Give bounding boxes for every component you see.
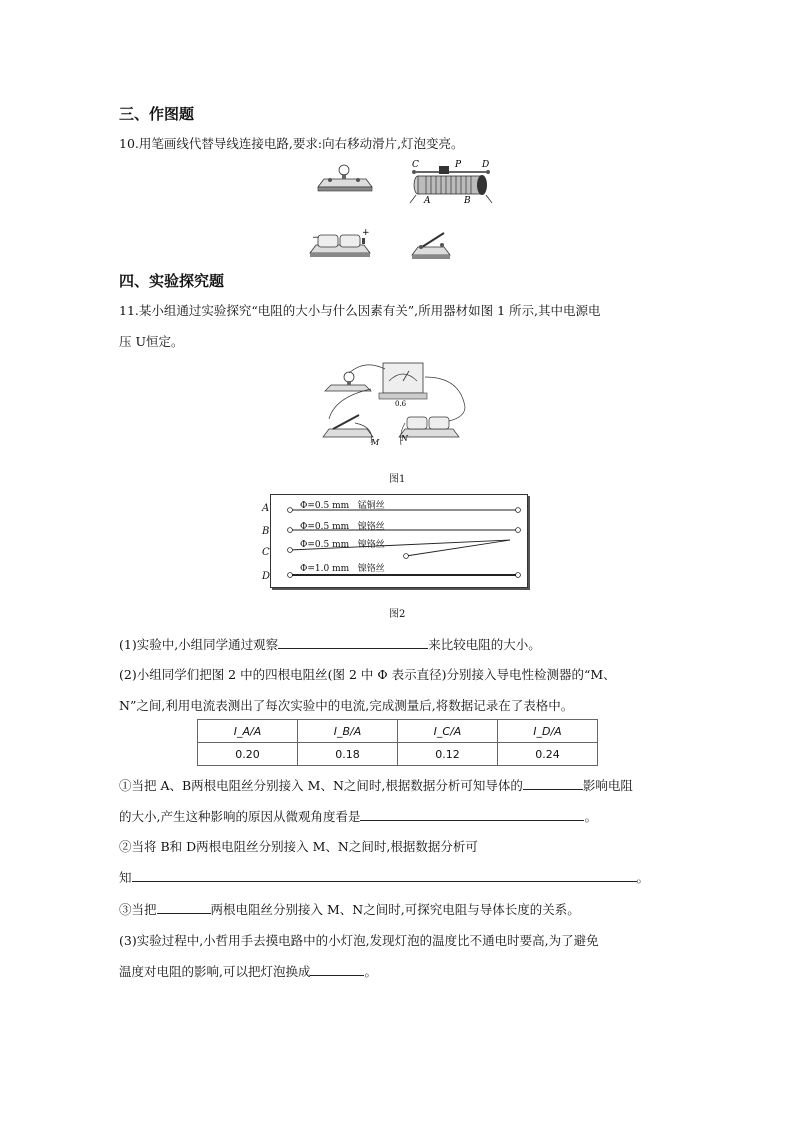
ammeter-icon bbox=[379, 363, 427, 408]
figure-1-caption: 图1 bbox=[389, 474, 406, 485]
table-header-cell: I_D/A bbox=[498, 720, 598, 743]
fig1-bulb-icon bbox=[325, 372, 371, 391]
battery-icon bbox=[310, 228, 370, 257]
wire-a-diameter: Φ=0.5 mm bbox=[300, 501, 350, 511]
table-cell: 0.20 bbox=[198, 743, 298, 766]
rheostat-icon bbox=[410, 160, 492, 206]
battery-minus-sign: − bbox=[312, 233, 320, 243]
part-1-prefix: (1)实验中,小组同学通过观察 bbox=[119, 637, 279, 652]
sub-3-suffix: 两根电阻丝分别接入 M、N之间时,可探究电阻与导体长度的关系。 bbox=[210, 902, 580, 917]
table-header-cell: I_C/A bbox=[398, 720, 498, 743]
sub-1-line-2-suffix: 。 bbox=[584, 809, 597, 824]
wire-a-material: 锰铜丝 bbox=[357, 501, 385, 511]
wire-d-material: 镍铬丝 bbox=[357, 564, 385, 574]
wire-label-a: A bbox=[262, 503, 270, 514]
sub-3-line bbox=[119, 900, 580, 919]
wire-label-b: B bbox=[262, 526, 270, 537]
rheostat-label-a: A bbox=[424, 196, 431, 206]
fig1-label-n: N bbox=[401, 434, 408, 443]
question-11-line-2: 压 U恒定。 bbox=[119, 334, 184, 349]
wire-b-material: 镍铬丝 bbox=[357, 522, 385, 532]
part-3-line-2 bbox=[119, 962, 377, 981]
sub-1-prefix: ①当把 A、B两根电阻丝分别接入 M、N之间时,根据数据分析可知导体的 bbox=[119, 778, 523, 793]
sub-1-line-2 bbox=[119, 807, 597, 826]
part-3-answer-blank[interactable] bbox=[310, 962, 364, 976]
wire-label-c: C bbox=[262, 547, 270, 558]
figure-2-wires bbox=[258, 494, 540, 590]
current-data-table bbox=[197, 719, 598, 766]
part-1-answer-blank[interactable] bbox=[278, 635, 428, 649]
question-10-text: 10.用笔画线代替导线连接电路,要求:向右移动滑片,灯泡变亮。 bbox=[119, 136, 464, 151]
part-1-line bbox=[119, 635, 541, 654]
table-row bbox=[198, 743, 598, 766]
ammeter-range-label: 0.6 bbox=[395, 400, 407, 408]
part-3-prefix: 温度对电阻的影响,可以把灯泡换成 bbox=[119, 964, 311, 979]
section-4-title: 四、实验探究题 bbox=[119, 272, 225, 290]
part-3-line-1: (3)实验过程中,小哲用手去摸电路中的小灯泡,发现灯泡的温度比不通电时要高,为了避免 bbox=[119, 933, 599, 948]
sub-2-line-1: ②当将 B和 D两根电阻丝分别接入 M、N之间时,根据数据分析可 bbox=[119, 839, 478, 854]
rheostat-label-p: P bbox=[455, 160, 462, 170]
part-2-line-2: N”之间,利用电流表测出了每次实验中的电流,完成测量后,将数据记录在了表格中。 bbox=[119, 698, 574, 713]
bulb-icon bbox=[318, 165, 372, 191]
wire-b-diameter: Φ=0.5 mm bbox=[300, 522, 350, 532]
fig1-battery-icon bbox=[399, 417, 459, 437]
wire-c-material: 镍铬丝 bbox=[357, 540, 385, 550]
battery-plus-sign: + bbox=[362, 228, 370, 238]
part-3-suffix: 。 bbox=[364, 964, 377, 979]
table-cell: 0.24 bbox=[498, 743, 598, 766]
wire-c-diameter: Φ=0.5 mm bbox=[300, 540, 350, 550]
table-header-cell: I_B/A bbox=[298, 720, 398, 743]
sub-2-prefix: 知 bbox=[119, 870, 132, 885]
sub-2-suffix: 。 bbox=[636, 870, 650, 885]
table-header-cell: I_A/A bbox=[198, 720, 298, 743]
figure-2-board bbox=[258, 494, 540, 590]
sub-1-answer-blank-1[interactable] bbox=[523, 776, 583, 790]
sub-2-line-2 bbox=[119, 868, 649, 887]
figure-2-caption: 图2 bbox=[389, 609, 406, 620]
section-3-title: 三、作图题 bbox=[119, 105, 195, 123]
rheostat-label-b: B bbox=[464, 196, 471, 206]
rheostat-label-d: D bbox=[482, 160, 490, 170]
sub-3-prefix: ③当把 bbox=[119, 902, 157, 917]
sub-1-line-1 bbox=[119, 776, 633, 795]
switch-icon bbox=[412, 233, 450, 259]
sub-3-answer-blank[interactable] bbox=[157, 900, 211, 914]
wire-d-diameter: Φ=1.0 mm bbox=[300, 564, 350, 574]
table-header-row bbox=[198, 720, 598, 743]
part-1-suffix: 来比较电阻的大小。 bbox=[428, 637, 541, 652]
rheostat-label-c: C bbox=[412, 160, 419, 170]
sub-1-answer-blank-2[interactable] bbox=[360, 807, 584, 821]
figure-1-circuit bbox=[315, 357, 475, 449]
wire-label-d: D bbox=[262, 571, 271, 582]
question-11-line-1: 11.某小组通过实验探究“电阻的大小与什么因素有关”,所用器材如图 1 所示,其中电源电 bbox=[119, 303, 601, 318]
sub-1-suffix: 影响电阻 bbox=[582, 778, 633, 793]
question-10-figure bbox=[300, 155, 510, 265]
part-2-line-1: (2)小组同学们把图 2 中的四根电阻丝(图 2 中 Φ 表示直径)分别接入导电性检测器的“M、 bbox=[119, 667, 616, 682]
table-cell: 0.18 bbox=[298, 743, 398, 766]
fig1-label-m: M bbox=[371, 438, 380, 447]
fig1-switch-icon bbox=[323, 415, 373, 437]
sub-2-answer-blank[interactable] bbox=[132, 868, 637, 882]
table-cell: 0.12 bbox=[398, 743, 498, 766]
sub-1-line-2-prefix: 的大小,产生这种影响的原因从微观角度看是 bbox=[119, 809, 361, 824]
